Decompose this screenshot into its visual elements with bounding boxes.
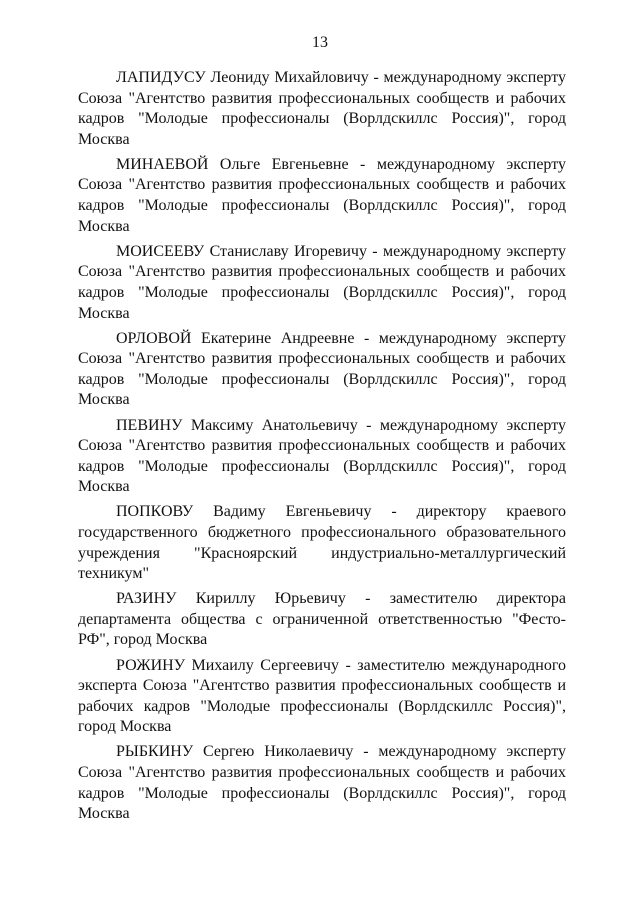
entry-text: ЛАПИДУСУ Леониду Михайловичу - международному эксперту Союза "Агентство развития профессиональных сообществ и рабочих кадров "Молодые профессионалы (Ворлдскиллс Россия)", город Москва <box>78 69 566 148</box>
entry-text: РАЗИНУ Кириллу Юрьевичу - заместителю директора департамента общества с ограниченной ответственностью "Фесто-РФ", город Москва <box>78 590 566 649</box>
entry-text: ПЕВИНУ Максиму Анатольевичу - международному эксперту Союза "Агентство развития профессиональных сообществ и рабочих кадров "Молодые профессионалы (Ворлдскиллс Россия)", город Москва <box>78 416 566 496</box>
list-item <box>78 656 566 738</box>
entry-text: МОИСЕЕВУ Станиславу Игоревичу - международному эксперту Союза "Агентство развития профессиональных сообществ и рабочих кадров "Молодые профессионалы (Ворлдскиллс Россия)", город Москва <box>78 242 566 322</box>
entry-text: РЫБКИНУ Сергею Николаевичу - международному эксперту Союза "Агентство развития профессиональных сообществ и рабочих кадров "Молодые профессионалы (Ворлдскиллс Россия)", город Москва <box>78 743 566 823</box>
list-item <box>78 155 566 237</box>
list-item <box>78 502 566 584</box>
entry-text: РОЖИНУ Михаилу Сергеевичу - заместителю международного эксперта Союза "Агентство развития профессиональных сообществ и рабочих кадров "Молодые профессионалы (Ворлдскиллс Россия)", город Москва <box>78 656 566 736</box>
list-item <box>78 329 566 411</box>
list-item <box>78 742 566 824</box>
entry-text: ПОПКОВУ Вадиму Евгеньевичу - директору краевого государственного бюджетного профессионального образовательного учреждения "Красноярский индустриально-металлургический техникум" <box>78 503 566 583</box>
page-number: 13 <box>312 34 328 51</box>
entry-text: ОРЛОВОЙ Екатерине Андреевне - международному эксперту Союза "Агентство развития профессиональных сообществ и рабочих кадров "Молодые профессионалы (Ворлдскиллс Россия)", город Москва <box>78 329 566 409</box>
list-item <box>78 416 566 498</box>
list-item <box>78 242 566 324</box>
entry-text: МИНАЕВОЙ Ольге Евгеньевне - международному эксперту Союза "Агентство развития профессиональных сообществ и рабочих кадров "Молодые профессионалы (Ворлдскиллс Россия)", город Москва <box>78 155 566 235</box>
award-list <box>78 68 566 829</box>
list-item <box>78 68 566 150</box>
list-item <box>78 589 566 651</box>
